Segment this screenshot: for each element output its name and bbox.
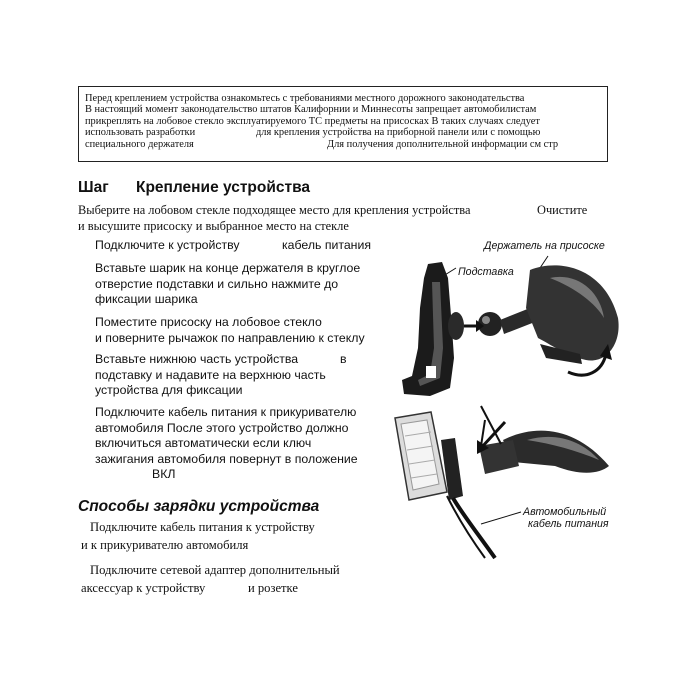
power-cable <box>447 496 485 558</box>
notice-line: использовать разработки для крепления устройства на приборной панели или с помощью <box>85 127 541 139</box>
cradle-mount-illustration <box>390 248 630 398</box>
intro-line-1-tail: Очистите <box>537 203 588 217</box>
section-title-charging: Способы зарядки устройства <box>78 498 320 515</box>
cradle-slot <box>426 366 436 378</box>
mount-ball <box>478 312 502 336</box>
section-title-mounting: Крепление устройства <box>136 179 311 196</box>
device-mounted-illustration <box>385 400 625 560</box>
legal-notice-box <box>78 86 608 162</box>
intro-line-2: и высушите присоску и выбранное место на стекле <box>78 219 349 233</box>
cradle-ring <box>448 312 464 340</box>
label-cable-line2: кабель питания <box>528 518 609 530</box>
label-cable-line1: Автомобильный <box>523 506 607 518</box>
suction-cup <box>503 431 609 473</box>
notice-line: прикреплять на лобовое стекло эксплуатируемого ТС предметы на присосках В таких случаях следует <box>85 115 540 127</box>
leader-line <box>481 512 521 524</box>
notice-line: специального держателя Для получения дополнительной информации см стр <box>85 138 559 150</box>
lever-line <box>481 420 485 446</box>
label-cradle: Подставка <box>458 266 514 278</box>
intro-line-1: Выберите на лобовом стекле подходящее место для крепления устройства <box>78 203 471 217</box>
notice-line: В настоящий момент законодательство штатов Калифорнии и Миннесоты запрещает автомобилистам <box>85 104 537 116</box>
power-cable <box>453 498 495 558</box>
step-word: Шаг <box>78 179 109 196</box>
label-suction-mount: Держатель на присоске <box>484 240 605 252</box>
ball-highlight <box>482 316 490 324</box>
notice-line: Перед креплением устройства ознакомьтесь с требованиями местного дорожного законодательства <box>85 93 525 104</box>
